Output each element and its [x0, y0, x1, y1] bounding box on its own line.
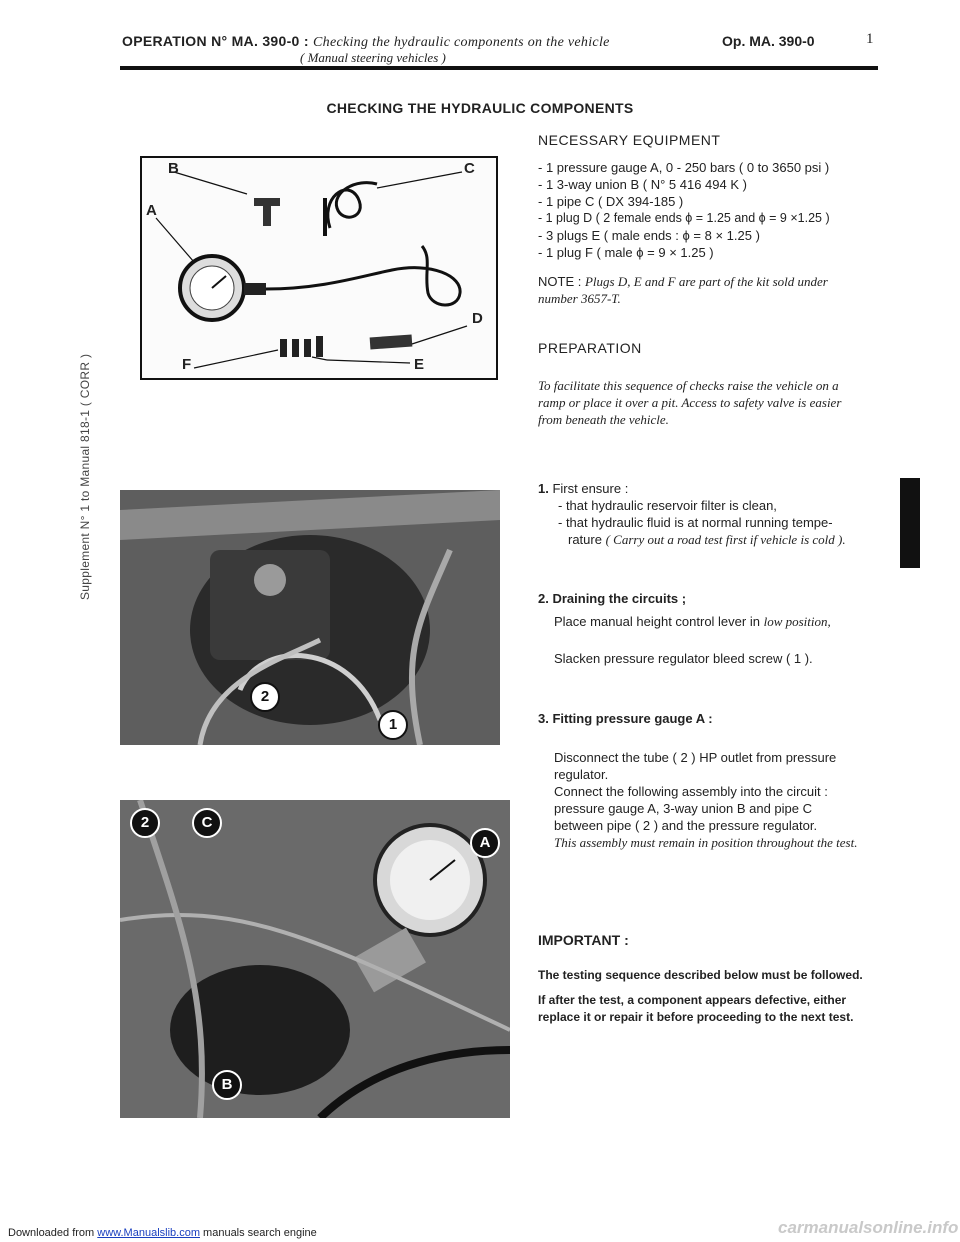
- label-a: A: [146, 202, 157, 219]
- step-line: Place manual height control lever in: [554, 614, 760, 629]
- label-d: D: [472, 310, 483, 327]
- equipment-figure: [140, 156, 498, 380]
- important-heading: IMPORTANT :: [538, 932, 629, 948]
- step-line: - that hydraulic reservoir filter is clean,: [558, 498, 777, 513]
- label-b: B: [168, 160, 179, 177]
- section-tab-marker: [900, 478, 920, 568]
- step-title: Fitting pressure gauge A :: [552, 711, 713, 726]
- regulator-photo: [120, 490, 500, 745]
- marker-gauge-a: A: [470, 828, 500, 858]
- step-line-italic: low position,: [763, 614, 831, 629]
- label-f: F: [182, 356, 192, 373]
- page-number: 1: [866, 31, 874, 47]
- manualslib-link[interactable]: www.Manualslib.com: [97, 1227, 200, 1239]
- note-label: NOTE :: [538, 274, 582, 289]
- step-1: [538, 480, 878, 548]
- step-paragraph-italic: This assembly must remain in position throughout the test.: [554, 835, 858, 850]
- step-line: Slacken pressure regulator bleed screw ( 1 ).: [554, 651, 813, 666]
- operation-title: Checking the hydraulic components on the vehicle: [313, 35, 610, 50]
- equipment-section: [538, 132, 878, 307]
- page-title: CHECKING THE HYDRAULIC COMPONENTS: [326, 100, 634, 116]
- step-paragraph: Disconnect the tube ( 2 ) HP outlet from pressure regulator.: [554, 750, 837, 782]
- marker-pipe-2: 2: [250, 682, 280, 712]
- download-footer: Downloaded from www.Manualslib.com manuals search engine: [8, 1227, 317, 1239]
- step-note: ( Carry out a road test first if vehicle is cold ).: [605, 532, 846, 547]
- equipment-note: [538, 273, 838, 307]
- pipe-drawing: [266, 246, 460, 305]
- step-title: Draining the circuits ;: [552, 591, 687, 606]
- equipment-item: - 1 pipe C ( DX 394-185 ): [538, 194, 684, 209]
- equipment-item: - 1 3-way union B ( N° 5 416 494 K ): [538, 177, 747, 192]
- marker-pipe-c: C: [192, 808, 222, 838]
- assembly-photo: [120, 800, 510, 1118]
- equipment-item: - 3 plugs E ( male ends : ϕ = 8 × 1.25 ): [538, 228, 760, 243]
- marker-pipe-2: 2: [130, 808, 160, 838]
- step-paragraph: Connect the following assembly into the circuit : pressure gauge A, 3-way union B and pipe C between pipe ( 2 ) and the pressure regulator.: [554, 784, 828, 833]
- watermark: carmanualsonline.info: [778, 1218, 959, 1237]
- equipment-heading: NECESSARY EQUIPMENT: [538, 132, 721, 148]
- operation-subtitle: ( Manual steering vehicles ): [300, 50, 446, 65]
- step-title: First ensure :: [552, 481, 629, 496]
- preparation-heading: PREPARATION: [538, 340, 642, 356]
- step-2: [538, 590, 878, 667]
- step-line: rature: [568, 532, 602, 547]
- equipment-list: [538, 159, 878, 261]
- step-number: 1.: [538, 481, 549, 496]
- preparation-section: [538, 340, 878, 428]
- header-rule: [120, 66, 878, 70]
- label-c: C: [464, 160, 475, 177]
- operation-reference: Op. MA. 390-0: [722, 33, 815, 49]
- side-note: Supplement N° 1 to Manual 818-1 ( CORR ): [78, 353, 92, 600]
- important-paragraph: The testing sequence described below must be followed.: [538, 968, 863, 982]
- operation-number: OPERATION N° MA. 390-0 : Checking the hydraulic components on the vehicle: [122, 33, 610, 50]
- step-line: - that hydraulic fluid is at normal running tempe-: [558, 515, 833, 530]
- step-number: 3.: [538, 711, 549, 726]
- step-3: [538, 710, 878, 851]
- step-number: 2.: [538, 591, 549, 606]
- important-paragraph: If after the test, a component appears defective, either replace it or repair it before proceeding to the next test.: [538, 993, 854, 1024]
- preparation-text: To facilitate this sequence of checks raise the vehicle on a ramp or place it over a pit. Access to safety valve is easier from beneath the vehicle.: [538, 378, 842, 427]
- note-text: Plugs D, E and F are part of the kit sold under number 3657-T.: [538, 274, 828, 306]
- marker-bleed-screw-1: 1: [378, 710, 408, 740]
- equipment-item: - 1 pressure gauge A, 0 - 250 bars ( 0 to 3650 psi ): [538, 160, 830, 175]
- equipment-drawing: [142, 158, 496, 378]
- marker-union-b: B: [212, 1070, 242, 1100]
- label-e: E: [414, 356, 425, 373]
- important-section: [538, 932, 878, 1026]
- equipment-item: - 1 plug F ( male ϕ = 9 × 1.25 ): [538, 245, 714, 260]
- equipment-item: - 1 plug D ( 2 female ends ϕ = 1.25 and ϕ = 9 ×1.25 ): [538, 211, 830, 225]
